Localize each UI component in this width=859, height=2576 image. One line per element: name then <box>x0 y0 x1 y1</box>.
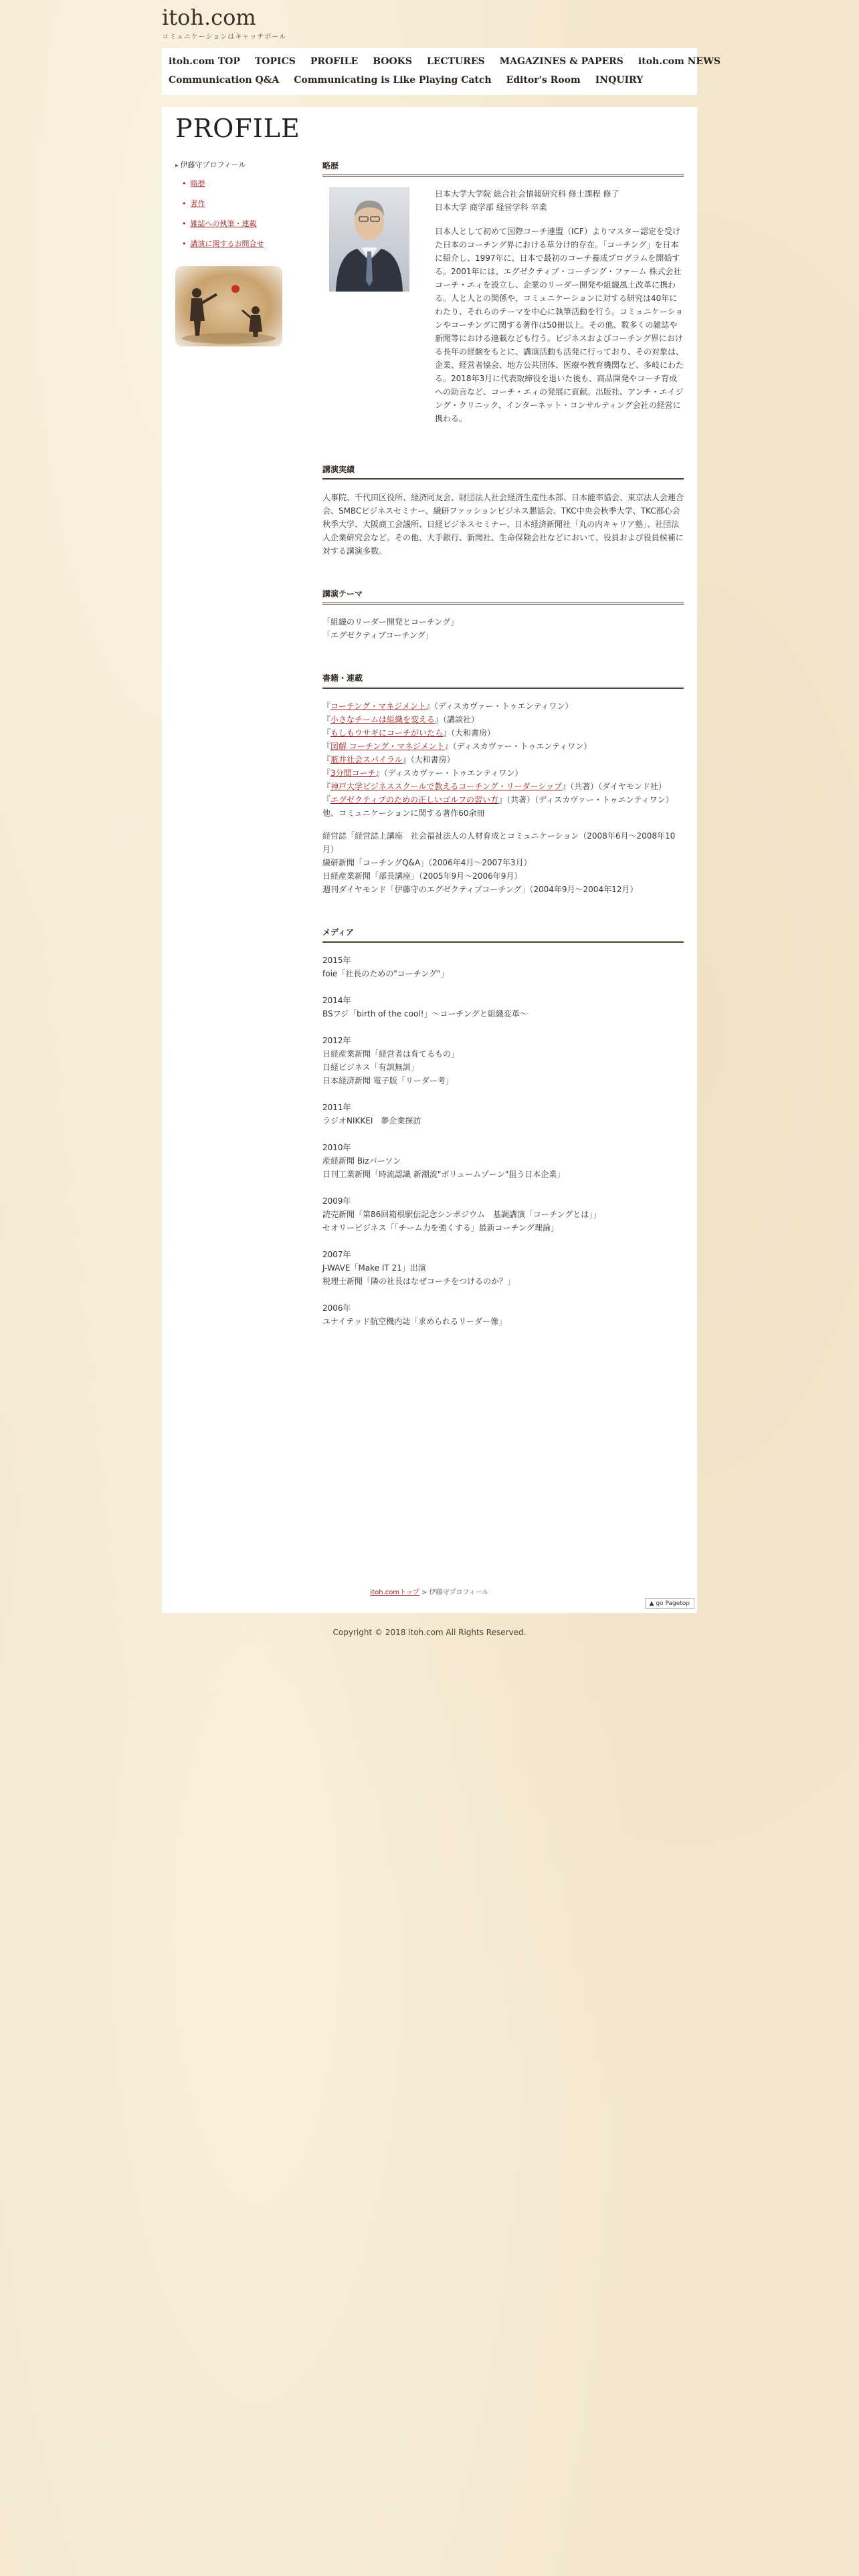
media-year-group <box>322 1194 684 1235</box>
book-title-link[interactable]: 3分間コーチ <box>330 768 376 778</box>
media-year: 2010年 <box>322 1143 351 1152</box>
media-item: ユナイテッド航空機内誌「求められるリーダー像」 <box>322 1317 507 1326</box>
books-other: 他、コミュニケーションに関する著作60余冊 <box>322 809 485 818</box>
nav-row-1 <box>169 55 721 68</box>
sidebar-item-inquiry <box>182 238 296 249</box>
media-year: 2014年 <box>322 996 351 1005</box>
book-publisher: 』（大和書房） <box>402 755 455 764</box>
theme-item: 「エグゼクティブコーチング」 <box>322 631 434 640</box>
nav-item-magazines[interactable]: MAGAZINES & PAPERS <box>499 56 624 67</box>
media-year-group <box>322 994 684 1021</box>
book-bracket-open: 『 <box>322 755 331 764</box>
book-bracket-open: 『 <box>322 742 331 751</box>
media-item: 日経ビジネス「有訓無訓」 <box>322 1063 419 1072</box>
media-item: ラジオNIKKEI 夢企業探訪 <box>322 1116 421 1125</box>
serial-item: 週刊ダイヤモンド「伊藤守のエグゼクティブコーチング」（2004年9月〜2004年12月） <box>322 885 638 894</box>
book-item <box>322 780 684 793</box>
serial-item: 日経産業新聞「部長講座」（2005年9月〜2006年9月） <box>322 871 522 881</box>
education-2: 日本大学 商学部 経営学科 卒業 <box>435 203 547 212</box>
media-item: J-WAVE「Make IT 21」出演 <box>322 1263 426 1273</box>
book-bracket-open: 『 <box>322 782 331 791</box>
nav-item-topics[interactable]: TOPICS <box>254 56 296 67</box>
book-item <box>322 766 684 780</box>
media-year-group <box>322 1034 684 1087</box>
media-year-group <box>322 1141 684 1181</box>
media-item: 税理士新聞「隣の社長はなぜコーチをつけるのか？」 <box>322 1277 516 1286</box>
media-year-group <box>322 954 684 980</box>
media-item: セオリービジネス「「チーム力を強くする」最新コーチング理論」 <box>322 1223 559 1232</box>
profile-block <box>322 187 684 436</box>
catch-playing-illustration <box>175 266 282 346</box>
media-year: 2009年 <box>322 1196 351 1206</box>
section-heading-themes: 講演テーマ <box>322 587 684 605</box>
go-pagetop-button[interactable]: ▲ go Pagetop <box>645 1598 694 1609</box>
media-item: 日刊工業新聞「時流認識 新潮流"ボリュームゾーン"狙う日本企業」 <box>322 1170 565 1179</box>
serial-item: 経営誌「経営誌上講座 社会福祉法人の人材育成とコミュニケーション（2008年6月〜2008年10月） <box>322 831 676 854</box>
section-themes <box>322 587 684 642</box>
book-publisher: 』（ディスカヴァー・トゥエンティワン） <box>375 768 523 778</box>
media-item: 日経産業新聞「経営者は育てるもの」 <box>322 1049 460 1059</box>
books-list <box>322 700 684 807</box>
book-publisher: 』（ディスカヴァー・トゥエンティワン） <box>444 742 592 751</box>
breadcrumb-home-link[interactable]: itoh.comトップ <box>370 1589 419 1596</box>
media-year: 2006年 <box>322 1303 351 1313</box>
nav-item-profile[interactable]: PROFILE <box>310 56 359 67</box>
media-item: 読売新聞「第86回箱根駅伝記念シンポジウム 基調講演「コーチングとは」」 <box>322 1210 601 1219</box>
book-publisher: 』（共著）（ディスカヴァー・トゥエンティワン） <box>498 795 674 804</box>
section-heading-media: メディア <box>322 926 684 943</box>
media-year: 2015年 <box>322 956 351 965</box>
copyright: Copyright © 2018 itoh.com All Rights Reserved. <box>332 1628 527 1637</box>
book-publisher: 』（講談社） <box>435 715 480 724</box>
book-bracket-open: 『 <box>322 702 331 711</box>
nav-item-inquiry[interactable]: INQUIRY <box>595 75 644 86</box>
section-books <box>322 671 684 896</box>
sidebar-link-inquiry[interactable]: 講演に関するお問合せ <box>190 239 264 248</box>
page-wrapper <box>162 0 721 1637</box>
nav-item-editors-room[interactable]: Editor's Room <box>506 75 581 86</box>
main-content-panel <box>162 107 697 1613</box>
book-publisher: 』（共著）（ダイヤモンド社） <box>562 782 666 791</box>
book-item <box>322 700 684 713</box>
global-nav <box>162 48 721 95</box>
nav-item-top[interactable]: itoh.com TOP <box>169 56 240 67</box>
breadcrumb-separator: > <box>419 1589 430 1596</box>
section-media <box>322 926 684 1328</box>
book-title-link[interactable]: エグゼクティブのための正しいゴルフの習い方 <box>330 795 499 804</box>
nav-item-lectures[interactable]: LECTURES <box>426 56 485 67</box>
book-item <box>322 793 684 807</box>
sidebar-links <box>175 178 296 249</box>
section-heading-books: 書籍・連載 <box>322 671 684 689</box>
media-item: 日本経済新聞 電子版「リーダー考」 <box>322 1076 454 1085</box>
profile-content <box>322 159 684 1358</box>
book-bracket-open: 『 <box>322 795 331 804</box>
portrait-illustration <box>329 187 409 292</box>
nav-item-qa[interactable]: Communication Q&A <box>169 75 280 86</box>
bio-text: 日本人として初めて国際コーチ連盟（ICF）よりマスター認定を受けた日本のコーチング界における草分け的存在。「コーチング」を日本に紹介し、1997年に、日本で最初のコーチ養成プログラムを開始する。2001年には、エグゼクティブ・コーチング・ファーム 株式会社コーチ・エィを設立し、企業のリーダー開発や組織風土改革に携わる。人と人との関係や、コミュニケーションに対する研究は40年にわたり、それらのテーマを中心に執筆活動を行う。コミュニケーションやコーチングに関する著作は50冊以上。その他、数多くの雑誌や新聞等における連載なども行う。ビジネスおよびコーチング界における長年の経験をもとに、講演活動も活発に行っており、その対象は、企業、経営者協会、地方公共団体、医療や教育機関など、多岐にわたる。2018年3月に代表取締役を退いた後も、商品開発やコーチ育成への助言など、コーチ・エィの発展に貢献。出版社、アンチ・エイジング・クリニック、インターネット・コンサルティング会社の経営に携わる。 <box>435 227 684 423</box>
media-year: 2007年 <box>322 1250 351 1259</box>
book-item <box>322 726 684 740</box>
sidebar-link-magazines[interactable]: 雑誌への執筆・連載 <box>190 219 257 228</box>
serial-item: 繊研新聞「コーチングQ&A」（2006年4月〜2007年3月） <box>322 858 532 867</box>
section-lectures <box>322 463 684 558</box>
serials-list <box>322 829 684 896</box>
site-title[interactable]: itoh.com <box>162 5 256 30</box>
sidebar-link-history[interactable]: 略歴 <box>190 179 205 188</box>
nav-item-news[interactable]: itoh.com NEWS <box>638 56 721 67</box>
breadcrumb-current: 伊藤守プロフィール <box>429 1589 489 1596</box>
book-item <box>322 713 684 726</box>
lectures-text: 人事院、千代田区役所、経済同友会、財団法人社会経済生産性本部、日本能率協会、東京法人会連合会、SMBCビジネスセミナー、繊研ファッションビジネス懇話会、TKC中央会秋季大学、TKC都心会秋季大学、大阪商工会議所、日経ビジネスセミナー、日本経済新聞社「丸の内キャリア塾」、社団法人企業研究会など。その他、大手銀行、新聞社、生命保険会社などにおいて、役員および役員候補に対する講演多数。 <box>322 493 684 556</box>
media-year-group <box>322 1248 684 1288</box>
media-item: 産経新聞 Bizパーソン <box>322 1156 401 1166</box>
nav-item-books[interactable]: BOOKS <box>373 56 412 67</box>
sidebar-heading: ▸ 伊藤守プロフィール <box>175 159 296 170</box>
catch-playing-photo <box>175 266 282 346</box>
media-item: foie「社長のための"コーチング"」 <box>322 969 449 978</box>
breadcrumb <box>162 1586 697 1596</box>
book-title-link[interactable]: もしもウサギにコーチがいたら <box>330 728 444 738</box>
media-year-group <box>322 1301 684 1328</box>
book-bracket-open: 『 <box>322 728 331 738</box>
media-list <box>322 954 684 1328</box>
sidebar-item-history <box>182 178 296 189</box>
section-heading-lectures: 講演実績 <box>322 463 684 480</box>
section-heading-history: 略歴 <box>322 159 684 177</box>
sidebar-item-magazines <box>182 218 296 229</box>
education-lines <box>435 187 684 214</box>
book-title-link[interactable]: コーチング・マネジメント <box>330 702 426 711</box>
profile-bio <box>435 187 684 436</box>
book-publisher: 』（大和書房） <box>443 728 496 738</box>
book-title-link[interactable]: 神戸大学ビジネススクールで教えるコーチング・リーダーシップ <box>330 782 563 791</box>
book-bracket-open: 『 <box>322 715 331 724</box>
theme-item: 「組織のリーダー開発とコーチング」 <box>322 617 459 627</box>
media-item: BSフジ「birth of the cool!」〜コーチングと組織変革〜 <box>322 1009 528 1018</box>
nav-row-2 <box>169 74 690 87</box>
sidebar-item-books <box>182 198 296 209</box>
book-title-link[interactable]: 瓶井社会スパイラル <box>330 755 403 764</box>
media-year-group <box>322 1101 684 1128</box>
sidebar <box>175 159 296 346</box>
sidebar-link-books[interactable]: 著作 <box>190 199 205 208</box>
book-bracket-open: 『 <box>322 768 331 778</box>
page-title: PROFILE <box>175 114 300 143</box>
book-title-link[interactable]: 小さなチームは組織を変える <box>330 715 436 724</box>
book-item <box>322 753 684 766</box>
nav-item-catch[interactable]: Communicating is Like Playing Catch <box>294 75 492 86</box>
media-year: 2011年 <box>322 1103 351 1112</box>
education-1: 日本大学大学院 総合社会情報研究科 修士課程 修了 <box>435 189 619 199</box>
spacer <box>322 820 684 829</box>
site-subtitle: コミュニケーションはキャッチボール <box>162 33 287 41</box>
book-item <box>322 740 684 753</box>
book-publisher: 』（ディスカヴァー・トゥエンティワン） <box>425 702 573 711</box>
book-title-link[interactable]: 図解 コーチング・マネジメント <box>330 742 445 751</box>
site-logo[interactable] <box>162 5 286 41</box>
media-year: 2012年 <box>322 1036 351 1045</box>
portrait-photo <box>329 187 409 292</box>
